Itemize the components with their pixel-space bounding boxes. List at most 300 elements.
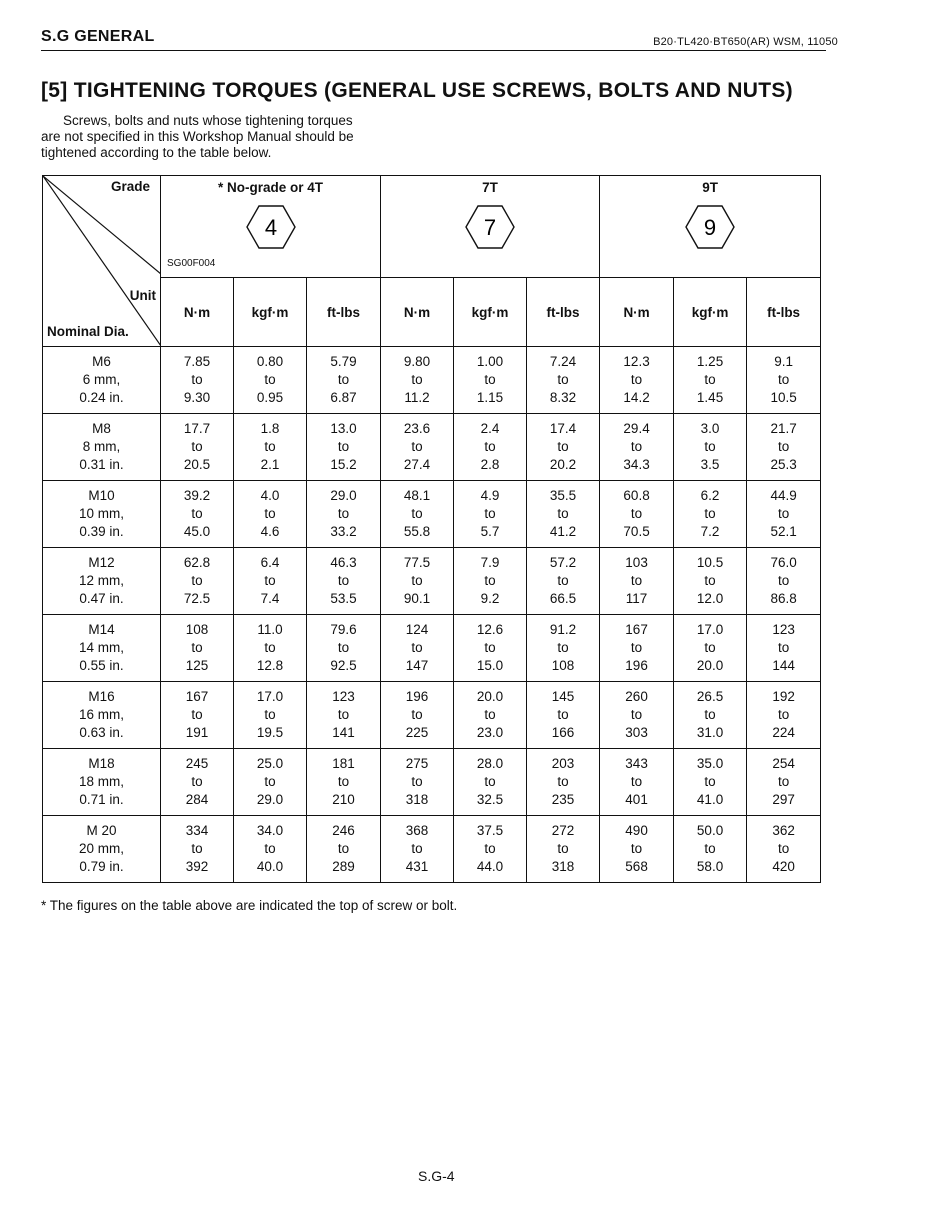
cell-line: 27.4 (403, 457, 431, 472)
torque-value-cell (527, 481, 600, 548)
table-row (43, 548, 821, 615)
cell-line: 297 (772, 792, 795, 807)
cell-line: to (630, 774, 643, 789)
cell-line: to (484, 774, 496, 789)
hexagon-head-9-icon (684, 204, 736, 250)
cell-line: 318 (405, 792, 429, 807)
cell-line: 72.5 (183, 591, 211, 606)
cell-line: to (704, 506, 716, 521)
nominal-dia-cell (43, 816, 161, 883)
cell-line: 34.0 (256, 823, 284, 838)
cell-line: 23.0 (476, 725, 504, 740)
cell-line: 20.2 (549, 457, 577, 472)
cell-line: 66.5 (549, 591, 577, 606)
cell-line: to (191, 640, 203, 655)
unit-header: N·m (161, 278, 234, 347)
cell-line: 3.5 (700, 457, 720, 472)
cell-line: 41.0 (696, 792, 724, 807)
cell-line: 46.3 (330, 555, 357, 570)
cell-line: 17.0 (696, 622, 724, 637)
cell-line: 108 (551, 658, 575, 673)
cell-line: 1.8 (260, 421, 280, 436)
cell-line: 55.8 (403, 524, 431, 539)
cell-line: 392 (185, 859, 209, 874)
torque-value-cell (161, 615, 234, 682)
torque-value-cell (307, 481, 381, 548)
torque-value-cell (674, 347, 747, 414)
corner-diagonals (43, 176, 161, 346)
cell-line: 44.0 (476, 859, 504, 874)
cell-line: 32.5 (476, 792, 504, 807)
cell-line: 420 (772, 859, 795, 874)
cell-line: 196 (625, 658, 648, 673)
cell-line: 0.80 (256, 354, 284, 369)
cell-line: 7.24 (549, 354, 577, 369)
grade-name: * No-grade or 4T (218, 180, 324, 195)
cell-line: to (777, 841, 790, 856)
torque-value-cell (527, 548, 600, 615)
cell-line: 45.0 (183, 524, 211, 539)
torque-value-cell (674, 414, 747, 481)
torque-value-cell (600, 481, 674, 548)
cell-line: 58.0 (696, 859, 724, 874)
torque-value-cell (454, 615, 527, 682)
table-row (43, 615, 821, 682)
cell-line: 260 (625, 689, 648, 704)
cell-line: 401 (625, 792, 648, 807)
torque-value-cell (234, 548, 307, 615)
cell-line: to (630, 573, 643, 588)
torque-value-cell (527, 347, 600, 414)
cell-line: 0.39 in. (79, 524, 124, 539)
cell-line: 124 (405, 622, 429, 637)
cell-line: to (704, 573, 716, 588)
torque-value-cell (527, 682, 600, 749)
unit-header: N·m (600, 278, 674, 347)
cell-line: to (777, 573, 790, 588)
cell-line: 7.9 (480, 555, 500, 570)
cell-line: M 20 (86, 823, 117, 838)
cell-line: 103 (625, 555, 648, 570)
cell-line: 0.31 in. (79, 457, 124, 472)
cell-line: 62.8 (183, 555, 211, 570)
cell-line: 272 (551, 823, 575, 838)
grade-label: Grade (110, 179, 150, 194)
model-code: B20·TL420·BT650(AR) WSM, 11050 (653, 36, 838, 48)
cell-line: 0.47 in. (79, 591, 124, 606)
cell-line: to (630, 372, 643, 387)
cell-line: to (777, 774, 790, 789)
cell-line: 235 (551, 792, 575, 807)
torque-value-cell (600, 816, 674, 883)
cell-line: 0.24 in. (79, 390, 124, 405)
torque-value-cell (454, 414, 527, 481)
cell-line: to (191, 506, 203, 521)
cell-line: 368 (405, 823, 429, 838)
cell-line: 431 (405, 859, 429, 874)
cell-line: 35.0 (696, 756, 724, 771)
torque-value-cell (600, 548, 674, 615)
cell-line: 17.7 (183, 421, 211, 436)
cell-line: 117 (625, 591, 648, 606)
cell-line: 6.4 (260, 555, 280, 570)
torque-value-cell (600, 615, 674, 682)
torque-value-cell (381, 414, 454, 481)
unit-header: kgf·m (234, 278, 307, 347)
cell-line: to (484, 372, 496, 387)
torque-value-cell (381, 615, 454, 682)
cell-line: to (411, 841, 423, 856)
cell-line: to (777, 506, 790, 521)
nominal-dia-cell (43, 414, 161, 481)
torque-value-cell (307, 816, 381, 883)
table-row (43, 682, 821, 749)
torque-value-cell (747, 548, 821, 615)
cell-line: 191 (185, 725, 209, 740)
cell-line: to (630, 506, 643, 521)
cell-line: 20.0 (696, 658, 724, 673)
cell-line: 39.2 (183, 488, 211, 503)
cell-line: 12.3 (623, 354, 650, 369)
intro-line: are not specified in this Workshop Manual should be (41, 129, 354, 144)
cell-line: 334 (185, 823, 209, 838)
cell-line: 13.0 (330, 421, 357, 436)
torque-value-cell (381, 682, 454, 749)
torque-value-cell (161, 481, 234, 548)
cell-line: 7.4 (260, 591, 280, 606)
cell-line: 90.1 (403, 591, 431, 606)
torque-value-cell (234, 481, 307, 548)
cell-line: to (264, 506, 276, 521)
cell-line: 92.5 (330, 658, 357, 673)
cell-line: to (484, 707, 496, 722)
cell-line: 343 (625, 756, 648, 771)
unit-header: ft-lbs (307, 278, 381, 347)
cell-line: to (264, 372, 276, 387)
torque-value-cell (234, 414, 307, 481)
cell-line: 0.71 in. (79, 792, 124, 807)
torque-value-cell (527, 414, 600, 481)
grade-mark: 4 (264, 215, 277, 240)
cell-line: 9.30 (183, 390, 211, 405)
torque-value-cell (381, 749, 454, 816)
torque-value-cell (527, 749, 600, 816)
torque-value-cell (454, 548, 527, 615)
cell-line: 8.32 (549, 390, 577, 405)
cell-line: M14 (88, 622, 115, 637)
cell-line: 6.2 (700, 488, 720, 503)
cell-line: to (337, 774, 350, 789)
cell-line: 12.8 (256, 658, 284, 673)
torque-value-cell (747, 816, 821, 883)
torque-value-cell (381, 347, 454, 414)
cell-line: 37.5 (476, 823, 504, 838)
cell-line: 33.2 (330, 524, 357, 539)
cell-line: to (411, 573, 423, 588)
nominal-dia-label: Nominal Dia. (47, 324, 129, 339)
torque-value-cell (307, 548, 381, 615)
torque-table-body (43, 347, 821, 883)
torque-value-cell (454, 749, 527, 816)
cell-line: to (191, 841, 203, 856)
nominal-dia-cell (43, 615, 161, 682)
cell-line: 19.5 (256, 725, 284, 740)
torque-value-cell (307, 347, 381, 414)
cell-line: 181 (332, 756, 355, 771)
torque-value-cell (381, 816, 454, 883)
unit-header: ft-lbs (527, 278, 600, 347)
cell-line: to (704, 439, 716, 454)
torque-value-cell (747, 682, 821, 749)
unit-header: kgf·m (454, 278, 527, 347)
hexagon-head-7-icon (464, 204, 516, 250)
cell-line: to (191, 774, 203, 789)
cell-line: 50.0 (696, 823, 724, 838)
cell-line: 14 mm, (78, 640, 124, 655)
cell-line: to (337, 372, 350, 387)
cell-line: to (337, 573, 350, 588)
nominal-dia-cell (43, 682, 161, 749)
cell-line: 44.9 (770, 488, 797, 503)
cell-line: 147 (405, 658, 429, 673)
cell-line: 0.79 in. (79, 859, 124, 874)
cell-line: to (411, 372, 423, 387)
grade-header-4t (161, 176, 381, 278)
cell-line: 2.8 (480, 457, 500, 472)
torque-value-cell (747, 749, 821, 816)
cell-line: 125 (185, 658, 209, 673)
cell-line: 31.0 (696, 725, 724, 740)
cell-line: to (704, 841, 716, 856)
cell-line: to (484, 640, 496, 655)
figure-code: SG00F004 (167, 258, 216, 269)
torque-value-cell (234, 347, 307, 414)
cell-line: M16 (88, 689, 115, 704)
cell-line: 7.85 (183, 354, 211, 369)
torque-value-cell (527, 816, 600, 883)
grade-header-7t (381, 176, 600, 278)
grade-mark: 7 (483, 215, 497, 240)
torque-value-cell (381, 548, 454, 615)
torque-value-cell (527, 615, 600, 682)
torque-value-cell (161, 682, 234, 749)
torque-value-cell (674, 816, 747, 883)
grade-name: 9T (702, 180, 718, 195)
cell-line: to (191, 707, 203, 722)
cell-line: to (704, 640, 716, 655)
cell-line: to (337, 841, 350, 856)
cell-line: to (191, 573, 203, 588)
cell-line: 4.9 (480, 488, 500, 503)
grade-name: 7T (482, 180, 498, 195)
cell-line: 48.1 (403, 488, 431, 503)
cell-line: to (557, 439, 569, 454)
cell-line: 3.0 (700, 421, 720, 436)
cell-line: 52.1 (770, 524, 797, 539)
cell-line: to (630, 439, 643, 454)
table-row (43, 816, 821, 883)
cell-line: 41.2 (549, 524, 577, 539)
cell-line: to (777, 372, 790, 387)
cell-line: to (557, 707, 569, 722)
torque-value-cell (600, 414, 674, 481)
torque-value-cell (747, 615, 821, 682)
nominal-dia-cell (43, 481, 161, 548)
torque-value-cell (234, 615, 307, 682)
cell-line: 0.95 (256, 390, 284, 405)
cell-line: 196 (405, 689, 429, 704)
cell-line: to (557, 774, 569, 789)
cell-line: 53.5 (330, 591, 357, 606)
torque-value-cell (600, 682, 674, 749)
cell-line: to (484, 439, 496, 454)
cell-line: 1.00 (476, 354, 504, 369)
torque-value-cell (307, 414, 381, 481)
cell-line: to (704, 774, 716, 789)
intro-line: tightened according to the table below. (41, 145, 272, 160)
cell-line: to (264, 841, 276, 856)
torque-value-cell (307, 749, 381, 816)
cell-line: to (630, 707, 643, 722)
cell-line: 16 mm, (78, 707, 124, 722)
torque-value-cell (161, 414, 234, 481)
cell-line: 35.5 (549, 488, 577, 503)
cell-line: 318 (551, 859, 575, 874)
hexagon-head-4-icon (245, 204, 297, 250)
cell-line: to (484, 506, 496, 521)
torque-value-cell (307, 615, 381, 682)
cell-line: to (191, 372, 203, 387)
cell-line: 9.2 (480, 591, 500, 606)
cell-line: to (337, 439, 350, 454)
cell-line: to (411, 506, 423, 521)
torque-value-cell (454, 816, 527, 883)
cell-line: 76.0 (770, 555, 797, 570)
unit-header: ft-lbs (747, 278, 821, 347)
cell-line: to (704, 707, 716, 722)
cell-line: 203 (551, 756, 575, 771)
cell-line: 12.0 (696, 591, 724, 606)
cell-line: 4.6 (260, 524, 280, 539)
cell-line: to (777, 640, 790, 655)
cell-line: 5.79 (330, 354, 357, 369)
cell-line: 57.2 (549, 555, 577, 570)
cell-line: 284 (185, 792, 209, 807)
cell-line: 15.2 (330, 457, 357, 472)
cell-line: 224 (772, 725, 795, 740)
cell-line: 8 mm, (82, 439, 121, 454)
cell-line: M18 (88, 756, 115, 771)
cell-line: 123 (772, 622, 795, 637)
cell-line: to (777, 707, 790, 722)
cell-line: 2.4 (480, 421, 500, 436)
cell-line: 86.8 (770, 591, 797, 606)
cell-line: 568 (625, 859, 648, 874)
cell-line: 70.5 (623, 524, 650, 539)
cell-line: 10.5 (770, 390, 797, 405)
page-number: S.G-4 (418, 1168, 455, 1184)
grade-mark: 9 (703, 215, 717, 240)
unit-header: kgf·m (674, 278, 747, 347)
cell-line: 144 (772, 658, 795, 673)
cell-line: M12 (88, 555, 115, 570)
cell-line: 79.6 (330, 622, 357, 637)
cell-line: 12.6 (476, 622, 504, 637)
torque-value-cell (747, 481, 821, 548)
table-row (43, 347, 821, 414)
cell-line: to (264, 573, 276, 588)
cell-line: 192 (772, 689, 795, 704)
cell-line: M6 (92, 354, 111, 369)
cell-line: 5.7 (480, 524, 500, 539)
footnote: * The figures on the table above are indicated the top of screw or bolt. (41, 898, 458, 913)
torque-value-cell (747, 414, 821, 481)
cell-line: 21.7 (770, 421, 797, 436)
cell-line: to (484, 841, 496, 856)
cell-line: 245 (185, 756, 209, 771)
torque-value-cell (161, 816, 234, 883)
cell-line: 25.0 (256, 756, 284, 771)
cell-line: to (337, 506, 350, 521)
cell-line: to (557, 640, 569, 655)
header-rule (41, 50, 826, 51)
cell-line: 166 (551, 725, 575, 740)
torque-value-cell (234, 682, 307, 749)
cell-line: 108 (185, 622, 209, 637)
cell-line: 6 mm, (82, 372, 121, 387)
cell-line: M10 (88, 488, 115, 503)
cell-line: 11.0 (257, 622, 283, 637)
torque-value-cell (454, 347, 527, 414)
cell-line: to (411, 707, 423, 722)
cell-line: to (484, 573, 496, 588)
cell-line: 17.4 (549, 421, 577, 436)
unit-label: Unit (129, 288, 156, 303)
cell-line: 246 (332, 823, 355, 838)
cell-line: 1.25 (696, 354, 724, 369)
torque-value-cell (234, 749, 307, 816)
torque-value-cell (600, 749, 674, 816)
cell-line: 28.0 (476, 756, 504, 771)
cell-line: 20 mm, (78, 841, 124, 856)
cell-line: 1.15 (476, 390, 504, 405)
torque-value-cell (600, 347, 674, 414)
section-header: S.G GENERAL (41, 28, 155, 45)
grade-header-9t (600, 176, 821, 278)
torque-value-cell (454, 481, 527, 548)
cell-line: 7.2 (700, 524, 720, 539)
nominal-dia-cell (43, 749, 161, 816)
torque-value-cell (674, 682, 747, 749)
cell-line: 362 (772, 823, 795, 838)
cell-line: 18 mm, (78, 774, 124, 789)
table-row (43, 414, 821, 481)
cell-line: 34.3 (623, 457, 650, 472)
cell-line: to (630, 841, 643, 856)
cell-line: 26.5 (696, 689, 724, 704)
cell-line: 4.0 (260, 488, 280, 503)
torque-value-cell (674, 481, 747, 548)
unit-header: N·m (381, 278, 454, 347)
torque-value-cell (454, 682, 527, 749)
cell-line: to (557, 372, 569, 387)
torque-value-cell (674, 615, 747, 682)
cell-line: 0.63 in. (79, 725, 124, 740)
cell-line: to (411, 640, 423, 655)
cell-line: 141 (332, 725, 355, 740)
cell-line: M8 (92, 421, 111, 436)
torque-value-cell (747, 347, 821, 414)
